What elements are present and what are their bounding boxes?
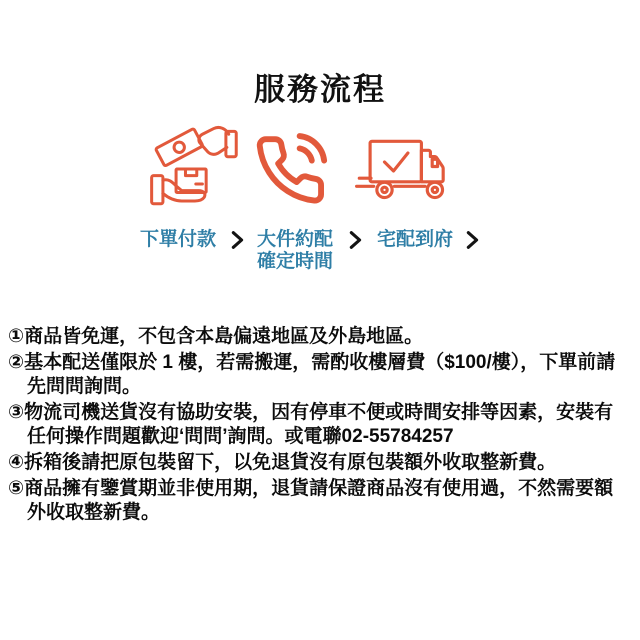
delivery-truck-icon [354,135,460,207]
flow-step-label: 大件約配 [257,229,334,250]
note-inspection-period: ⑤商品擁有鑒賞期並非使用期，退貨請保證商品沒有使用過，不然需要額外收取整新費。 [8,478,614,523]
payment-hands-icon [146,121,240,217]
flow-step-order-payment [140,229,216,251]
chevron-right-icon [226,229,248,251]
chevron-right-icon [461,229,483,251]
note-no-installation: ③物流司機送貨沒有協助安裝，因有停車不便或時間安排等因素，安裝有任何操作問題歡迎‘問問’詢問。或電聯02-55784257 [8,402,614,447]
note-free-shipping: ①商品皆免運，不包含本島偏遠地區及外島地區。 [8,326,424,347]
policy-notes [8,325,632,525]
chevron-right-icon [344,229,366,251]
flow-step-label-line2: 確定時間 [257,251,334,272]
phone-call-icon [252,133,330,207]
flow-diagram [0,117,640,297]
flow-step-home-delivery [377,229,453,251]
flow-step-label: 宅配到府 [377,229,454,250]
flow-step-label: 下單付款 [140,229,217,250]
note-keep-packaging: ④拆箱後請把原包裝留下，以免退貨沒有原包裝額外收取整新費。 [8,452,557,473]
flow-step-schedule-delivery [257,229,333,273]
page-title: 服務流程 [254,72,386,107]
note-floor-fee: ②基本配送僅限於 1 樓，若需搬運，需酌收樓層費（$100/樓），下單前請先問問詢問。 [8,352,616,397]
